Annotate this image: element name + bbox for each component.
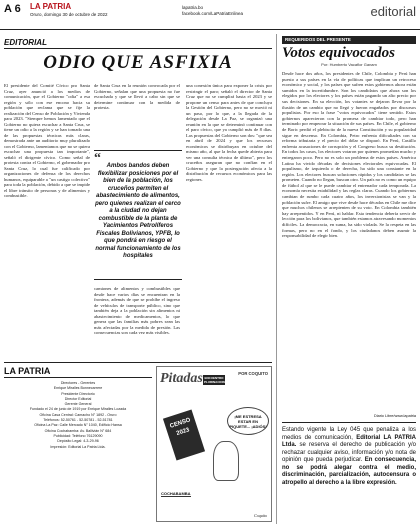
opinion-section-label: REQUERIDOS DEL PRESENTE — [282, 36, 416, 44]
opinion-credit: Diario Libre/www.lapatria — [374, 414, 416, 418]
masthead-title: LA PATRIA — [4, 366, 152, 378]
masthead-line: Teléfonos: 52-50761 - 52-50781 - 52-51781 — [43, 418, 113, 423]
section-divider — [4, 362, 272, 363]
notice-emphasis: En consecuencia, no se podrá alegar contra el medio, discriminación, parcialización, autocensura o atropello al derecho a la libre expresión. — [282, 457, 417, 486]
opinion-author: Por: Humberto Vacaflor Ganam — [321, 62, 377, 67]
cartoon-panel — [156, 366, 272, 522]
editorial-title: ODIO QUE ASFIXIA — [43, 52, 233, 73]
masthead-line: Publicidad: Teléfono 76129090 — [53, 433, 103, 438]
masthead-box — [4, 366, 152, 522]
page-number: A 6 — [4, 3, 21, 15]
editorial-column-3: una conexión única para exponer la crisis por restringir el paro; señaló el director de Santa Cruz que no se cumplirá hasta el 2023 y se propone un censo para antes de que concluya la Gestión del Gobierno, pero no se movió ni un paso, por lo que, a la llegada de la delegación desde La Paz, se organizó una reunión en la que se determinó continuar con el paro cívico, que ya cumplió más de 8 días. Las propuestas del Gobierno son dos: "que sea en abril de 2024 y que los recursos económicos se distribuyan en octubre del mismo año, al que la fecha quede abierta para ver una consulta técnica de último", pero los cruceños aseguran que no confían en el Gobierno y que la postergación afecta a la distribución de recursos económicos para las regiones. — [186, 83, 272, 182]
masthead-line: Fundado el 24 de junio de 1919 por Enrique Miralles Lozada — [29, 407, 127, 412]
masthead-line: Oficina Casa Central: Camacho N° 1892 - Oruro — [39, 412, 117, 417]
opinion-body: Desde hace dos años, los presidentes de Chile, Colombia y Perú han puesto a sus países en la vía de políticas que implican un retroceso económico y social, y los países que sufren estos gobiernos ahora están sumidos en la incertidumbre. Son los candidatos que ahora son los elegidos por los electores y los países están pagando un alto precio por sus decisiones. En su elección, los votantes se dejaron llevar por la ilusión de un cambio que no llegó y fueron engañados por discursos populistas. Por eso la frase "votos equivocados" tiene sentido. Estos gobiernos aparecieron con la promesa de cambiar todo, pero han terminado por empeorar la situación de sus países. En Chile, el gobierno de Boric perdió el plebiscito de la nueva Constitución y su popularidad sigue en descenso. En Colombia, Petro enfrenta dificultades con su reforma tributaria y el precio del dólar se disparó. En Perú, Castillo enfrenta acusaciones de corrupción y el Congreso busca su destitución. En todos los casos, los electores votaron por quienes prometían mucho y entregaron poco. Pero no es solo un problema de estos países. América Latina ha vivido décadas de decisiones electorales equivocadas. El populismo, de izquierda o de derecha, ha sido una constante en la región. Los electores buscan soluciones rápidas y los candidatos se las prometen. Cuando no llegan, buscan otro. Un país no es como un equipo de fútbol al que se le puede cambiar el entrenador cada temporada. La economía necesita estabilidad y las reglas claras. Cuando los gobiernos cambian de rumbo cada cuatro años, los inversionistas se van y la población sufre. El amigo que vive desde hace décadas en Chile me dice que muchos chilenos se arrepienten de su voto. En Colombia también hay arrepentidos. Y en Perú, ni hablar. Esta tendencia debería servir de lección para los bolivianos, que también estamos atravesando momentos difíciles. La democracia, en suma, ha sido violada. Se la respeta en las formas, pero no en el fondo, y los ciudadanos deben asumir la responsabilidad de elegir bien. — [282, 71, 416, 239]
masthead-line: Enrique Miralles Bonnecarrere — [53, 386, 103, 391]
legal-notice — [282, 422, 416, 522]
cartoon-caption: COCHABAMBA — [161, 491, 191, 496]
masthead-line: Oficina Cochabamba: Av. Ballivián N° 684 — [44, 428, 112, 433]
editorial-column-2-cont: camiones de alimentos y combustibles que desde hace varios días se encuentran en la frontera, además de que se prohíbe el ingreso de vehículos de transporte público, sino que también deja a la población sin alimentos ni abastecimiento de medicamentos, lo que genera que las familias más pobres sean las más afectadas por la medida de presión. Las consecuencias son cada vez más visibles. — [94, 286, 180, 335]
notice-org: Editorial LA PATRIA Ltda. — [282, 434, 416, 448]
masthead-line: Impresión: Editorial La Patria Ltda. — [50, 444, 106, 449]
section-name: editorial — [370, 4, 416, 19]
masthead-line: Director Editorial — [64, 396, 92, 401]
masthead-line: Depósito Legal: 4-3-29-96 — [57, 439, 99, 444]
census-sign: CENSO 2023 — [163, 409, 205, 460]
editorial-rule — [4, 48, 272, 49]
masthead-line: Gerente General — [64, 402, 92, 407]
cartoon-author-label: POR COQUITO — [238, 371, 268, 376]
opinion-title: Votos equivocados — [282, 45, 395, 61]
issue-date: Oruro, domingo 30 de octubre de 2022 — [30, 12, 108, 17]
pull-quote-text: Ambos bandos deben flexibilizar posiciones por el bien de la población, los cruceños permiten el abastecimiento de alimentos, pero quienes realizan el cerco a la ciudad no dejan combustible de la planta de Yacimientos Petrolíferos Fiscales Bolivianos, YPFB, lo que pondrá en riesgo el normal funcionamiento de los hospitales — [95, 163, 181, 259]
cartoon-badge: ENCUENTRO PLURINACIONAL — [204, 376, 229, 384]
cartoon-title: Pitadas — [160, 371, 203, 386]
editorial-column-1: El presidente del Comité Cívico pro Santa Cruz, ayer anunció a los medios de comunicación, que el Gobierno "odia" a esa región y sólo con ese encono hacia su población que reclama que se fije la realización del Censo de Población y Vivienda para 2023. "Siempre hemos lamentado que el Gobierno no quiera escuchar a Santa Cruz, se tiene un odio a la región y se han tomado una de las propuestas técnicas más claras, demostrada ante un auditorio muy pluralizado con el Gobierno, lamentamos que no se quiera escuchar una propuesta tan importante", señaló el dirigente cívico. Como señal de protesta contra el Gobierno, el gobernador pro Santa Cruz, lo cual fue calificado por organizaciones de defensa de los derechos humanos, equiparable a "un castigo colectivo" para toda la población, debido a que se impide el libre tránsito de personas y de alimentos y combustible. — [4, 83, 90, 198]
page-header — [0, 0, 420, 30]
notice-middle: se reserva el derecho de publicación y/o rechazar cualquier aviso, información y/o nota de opinión que pueda perjudicar. — [282, 442, 416, 463]
column-divider — [276, 34, 277, 524]
masthead-line: Directores - Gerentes — [60, 381, 96, 385]
masthead-line: Presidente Directorio — [61, 391, 95, 396]
website-link[interactable]: lapatria.bo — [182, 5, 204, 10]
newspaper-logo: LA PATRIA — [30, 2, 72, 11]
quote-mark-icon: “ — [94, 151, 101, 166]
cartoon-figure-icon — [213, 441, 239, 481]
cartoonist-signature: Coquito — [254, 513, 267, 518]
editorial-column-2: de Santa Cruz en la reunión convocada por el Gobierno, señalan que una propuesta no fue escuchada y que se llevó a cabo sin que se determine continuar con la medida de protesta. — [94, 83, 180, 110]
speech-bubble: ¡ME ESTRESA ESTAR EN PIQUETE... ¡ADIÓS! — [227, 407, 269, 435]
facebook-link[interactable]: facebook.com/LaPatriaEnlinea — [182, 11, 244, 16]
masthead-line: Oficina La Paz: Calle Mercado N° 1040, Edificio Hansa — [34, 423, 122, 428]
notice-prefix: Estando vigente la Ley 045 que penaliza a los medios de comunicación, — [282, 427, 416, 441]
pull-quote — [94, 150, 182, 280]
social-links — [182, 5, 243, 17]
masthead-credits — [4, 381, 152, 450]
editorial-label: EDITORIAL — [4, 38, 47, 47]
